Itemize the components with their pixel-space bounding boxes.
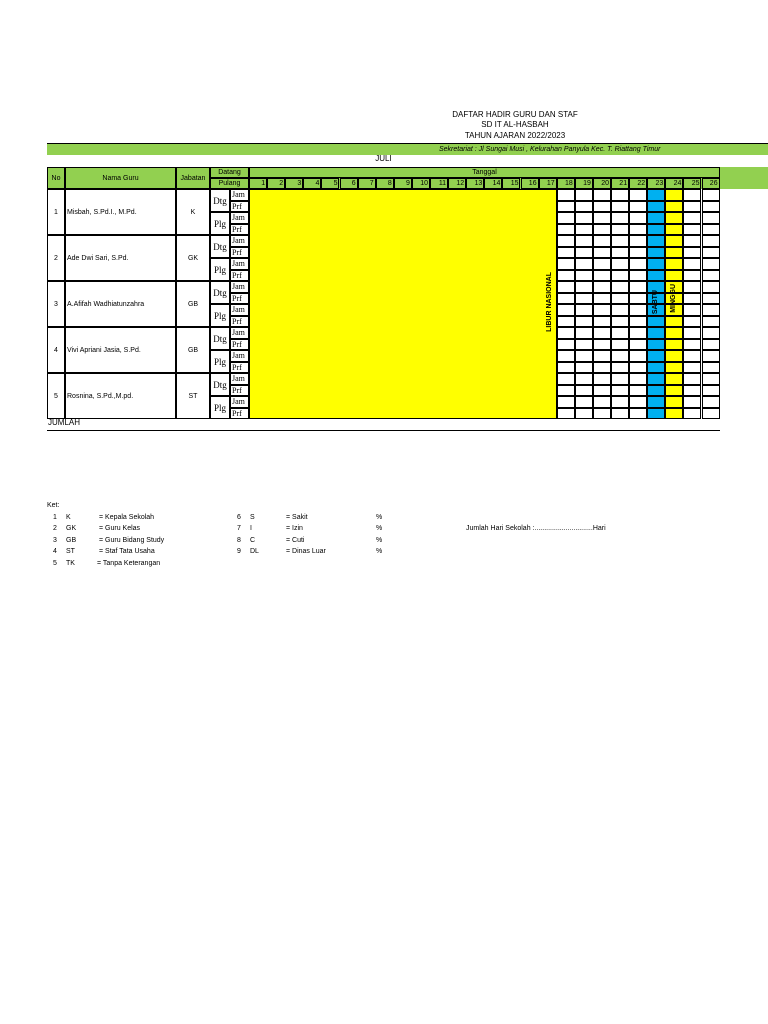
day-cell xyxy=(683,304,701,316)
day-cell xyxy=(575,362,593,374)
day-cell xyxy=(702,385,720,397)
title-line-2: SD IT AL-HASBAH xyxy=(481,120,549,129)
header-datang: Datang xyxy=(210,167,249,178)
prf-label: Prf xyxy=(230,362,249,374)
day-cell xyxy=(575,316,593,328)
day-cell xyxy=(629,235,647,247)
day-cell xyxy=(629,270,647,282)
day-cell xyxy=(683,339,701,351)
row-no: 3 xyxy=(47,281,65,327)
jam-label: Jam xyxy=(230,212,249,224)
day-cell xyxy=(629,408,647,420)
day-cell xyxy=(593,293,611,305)
prf-label: Prf xyxy=(230,316,249,328)
day-cell xyxy=(593,316,611,328)
header-day-21: 21 xyxy=(611,178,629,189)
day-cell xyxy=(557,350,575,362)
legend-description: = Guru Kelas xyxy=(99,525,141,533)
day-cell xyxy=(683,293,701,305)
total-line xyxy=(47,430,720,431)
legend-code: I xyxy=(250,525,252,533)
day-cell xyxy=(611,339,629,351)
row-no: 2 xyxy=(47,235,65,281)
day-cell xyxy=(575,281,593,293)
day-cell xyxy=(702,281,720,293)
day-cell xyxy=(593,327,611,339)
day-cell xyxy=(665,408,683,420)
header-day-15: 15 xyxy=(502,178,520,189)
day-cell xyxy=(575,396,593,408)
day-cell xyxy=(575,201,593,213)
title-line-1: DAFTAR HADIR GURU DAN STAF xyxy=(452,110,578,119)
day-cell xyxy=(593,224,611,236)
day-cell xyxy=(593,396,611,408)
legend-description: = Kepala Sekolah xyxy=(99,514,155,521)
day-cell xyxy=(665,385,683,397)
day-cell xyxy=(647,316,665,328)
day-cell xyxy=(611,281,629,293)
day-cell xyxy=(557,339,575,351)
day-cell xyxy=(683,258,701,270)
legend-code: GK xyxy=(66,525,77,533)
day-cell xyxy=(557,247,575,259)
total-label: JUMLAH xyxy=(48,418,81,427)
header-day-5: 5 xyxy=(321,178,339,189)
day-cell xyxy=(557,293,575,305)
header-day-19: 19 xyxy=(575,178,593,189)
day-cell xyxy=(702,201,720,213)
legend-percent: % xyxy=(376,525,383,533)
jam-label: Jam xyxy=(230,373,249,385)
day-cell xyxy=(647,339,665,351)
day-cell xyxy=(665,339,683,351)
plg-label: Plg xyxy=(210,304,230,327)
header-day-7: 7 xyxy=(358,178,376,189)
day-cell xyxy=(557,385,575,397)
day-cell xyxy=(702,224,720,236)
day-cell xyxy=(575,212,593,224)
day-cell xyxy=(702,212,720,224)
day-cell xyxy=(702,373,720,385)
day-cell xyxy=(647,212,665,224)
day-cell xyxy=(647,362,665,374)
header-day-6: 6 xyxy=(340,178,358,189)
teacher-position: GB xyxy=(176,281,210,327)
dtg-label: Dtg xyxy=(210,373,230,396)
day-cell xyxy=(665,316,683,328)
day-cell xyxy=(647,270,665,282)
day-cell xyxy=(683,235,701,247)
day-cell xyxy=(593,235,611,247)
day-cell xyxy=(683,224,701,236)
day-cell xyxy=(575,350,593,362)
jam-label: Jam xyxy=(230,396,249,408)
day-cell xyxy=(702,293,720,305)
day-cell xyxy=(611,247,629,259)
teacher-name: Ade Dwi Sari, S.Pd. xyxy=(65,235,176,281)
legend-number: 7 xyxy=(237,525,241,533)
day-cell xyxy=(611,201,629,213)
day-cell xyxy=(647,396,665,408)
teacher-name: Vivi Apriani Jasia, S.Pd. xyxy=(65,327,176,373)
day-cell xyxy=(683,385,701,397)
header-position: Jabatan xyxy=(176,167,210,189)
day-cell xyxy=(665,258,683,270)
day-cell xyxy=(575,258,593,270)
day-cell xyxy=(575,189,593,201)
legend-percent: % xyxy=(376,536,383,544)
teacher-name: Rosnina, S.Pd.,M.pd. xyxy=(65,373,176,419)
day-cell xyxy=(665,212,683,224)
day-cell xyxy=(647,224,665,236)
day-cell xyxy=(557,224,575,236)
title-line-3: TAHUN AJARAN 2022/2023 xyxy=(464,131,566,140)
prf-label: Prf xyxy=(230,408,249,420)
holiday-block xyxy=(249,189,557,419)
day-cell xyxy=(629,247,647,259)
dtg-label: Dtg xyxy=(210,281,230,304)
jam-label: Jam xyxy=(230,258,249,270)
legend-percent: % xyxy=(376,514,383,521)
day-cell xyxy=(611,189,629,201)
legend-number: 6 xyxy=(237,514,241,521)
legend-number: 2 xyxy=(53,525,57,533)
day-cell xyxy=(611,396,629,408)
day-cell xyxy=(557,258,575,270)
plg-label: Plg xyxy=(210,212,230,235)
day-cell xyxy=(629,258,647,270)
header-day-3: 3 xyxy=(285,178,303,189)
header-day-8: 8 xyxy=(376,178,394,189)
month-label: JULI xyxy=(375,154,392,163)
prf-label: Prf xyxy=(230,339,249,351)
day-cell xyxy=(702,362,720,374)
jam-label: Jam xyxy=(230,189,249,201)
day-cell xyxy=(629,304,647,316)
day-cell xyxy=(593,304,611,316)
day-cell xyxy=(665,235,683,247)
day-cell xyxy=(557,362,575,374)
saturday-label: SABTU xyxy=(652,290,660,315)
prf-label: Prf xyxy=(230,247,249,259)
day-cell xyxy=(611,362,629,374)
day-cell xyxy=(611,235,629,247)
legend-number: 9 xyxy=(237,548,241,556)
prf-label: Prf xyxy=(230,224,249,236)
legend-code: GB xyxy=(66,536,77,544)
day-cell xyxy=(647,258,665,270)
day-cell xyxy=(683,396,701,408)
header-day-20: 20 xyxy=(593,178,611,189)
day-cell xyxy=(665,396,683,408)
school-days-text: Jumlah Hari Sekolah :..............................Hari xyxy=(466,525,606,532)
row-no: 4 xyxy=(47,327,65,373)
day-cell xyxy=(575,385,593,397)
day-cell xyxy=(702,189,720,201)
prf-label: Prf xyxy=(230,201,249,213)
header-day-22: 22 xyxy=(629,178,647,189)
day-cell xyxy=(557,270,575,282)
day-cell xyxy=(702,316,720,328)
jam-label: Jam xyxy=(230,304,249,316)
day-cell xyxy=(629,339,647,351)
day-cell xyxy=(611,270,629,282)
legend-code: C xyxy=(250,536,256,544)
header-day-16: 16 xyxy=(521,178,539,189)
day-cell xyxy=(683,373,701,385)
day-cell xyxy=(557,235,575,247)
day-cell xyxy=(611,385,629,397)
day-cell xyxy=(665,247,683,259)
day-cell xyxy=(557,212,575,224)
header-day-12: 12 xyxy=(448,178,466,189)
day-cell xyxy=(575,327,593,339)
dtg-label: Dtg xyxy=(210,327,230,350)
day-cell xyxy=(593,350,611,362)
legend-code: TK xyxy=(66,559,75,567)
day-cell xyxy=(665,224,683,236)
day-cell xyxy=(557,327,575,339)
day-cell xyxy=(611,408,629,420)
day-cell xyxy=(557,201,575,213)
day-cell xyxy=(575,235,593,247)
header-day-14: 14 xyxy=(484,178,502,189)
day-cell xyxy=(665,189,683,201)
day-cell xyxy=(575,293,593,305)
day-cell xyxy=(702,408,720,420)
day-cell xyxy=(611,258,629,270)
legend-code: K xyxy=(66,514,71,521)
day-cell xyxy=(629,281,647,293)
header-day-18: 18 xyxy=(557,178,575,189)
day-cell xyxy=(629,316,647,328)
day-cell xyxy=(702,270,720,282)
day-cell xyxy=(575,408,593,420)
legend-number: 5 xyxy=(53,559,57,567)
prf-label: Prf xyxy=(230,270,249,282)
day-cell xyxy=(593,408,611,420)
day-cell xyxy=(647,408,665,420)
day-cell xyxy=(611,350,629,362)
day-cell xyxy=(647,327,665,339)
dtg-label: Dtg xyxy=(210,235,230,258)
legend-number: 8 xyxy=(237,536,241,544)
day-cell xyxy=(557,189,575,201)
day-cell xyxy=(683,270,701,282)
legend-number: 1 xyxy=(53,514,57,521)
day-cell xyxy=(593,258,611,270)
day-cell xyxy=(593,373,611,385)
header-day-10: 10 xyxy=(412,178,430,189)
day-cell xyxy=(557,408,575,420)
legend-number: 3 xyxy=(53,536,57,544)
day-cell xyxy=(665,373,683,385)
day-cell xyxy=(593,270,611,282)
day-cell xyxy=(665,350,683,362)
legend-description: = Staf Tata Usaha xyxy=(99,548,155,556)
teacher-position: ST xyxy=(176,373,210,419)
day-cell xyxy=(702,396,720,408)
legend-title: Ket: xyxy=(47,502,60,509)
day-cell xyxy=(611,212,629,224)
legend-code: S xyxy=(250,514,255,521)
day-cell xyxy=(593,201,611,213)
day-cell xyxy=(593,212,611,224)
day-cell xyxy=(593,247,611,259)
header-day-4: 4 xyxy=(303,178,321,189)
header-day-9: 9 xyxy=(394,178,412,189)
day-cell xyxy=(683,189,701,201)
legend-number: 4 xyxy=(53,548,57,556)
day-cell xyxy=(629,212,647,224)
header-day-1: 1 xyxy=(249,178,267,189)
day-cell xyxy=(575,247,593,259)
legend-description: = Cuti xyxy=(286,536,305,544)
day-cell xyxy=(629,293,647,305)
plg-label: Plg xyxy=(210,258,230,281)
day-cell xyxy=(629,396,647,408)
header-name: Nama Guru xyxy=(65,167,176,189)
day-cell xyxy=(593,362,611,374)
day-cell xyxy=(575,224,593,236)
header-day-11: 11 xyxy=(430,178,448,189)
day-cell xyxy=(611,316,629,328)
day-cell xyxy=(683,281,701,293)
day-cell xyxy=(557,316,575,328)
sunday-label: MINGGU xyxy=(670,284,678,313)
day-cell xyxy=(683,201,701,213)
day-cell xyxy=(629,201,647,213)
day-cell xyxy=(702,235,720,247)
teacher-name: A.Afifah Wadhiatunzahra xyxy=(65,281,176,327)
day-cell xyxy=(665,270,683,282)
teacher-position: K xyxy=(176,189,210,235)
day-cell xyxy=(593,189,611,201)
day-cell xyxy=(702,339,720,351)
day-cell xyxy=(593,281,611,293)
header-day-26: 26 xyxy=(702,178,720,189)
plg-label: Plg xyxy=(210,396,230,419)
day-cell xyxy=(702,247,720,259)
day-cell xyxy=(702,304,720,316)
teacher-position: GB xyxy=(176,327,210,373)
day-cell xyxy=(647,201,665,213)
teacher-name: Misbah, S.Pd.I., M.Pd. xyxy=(65,189,176,235)
day-cell xyxy=(557,373,575,385)
day-cell xyxy=(702,350,720,362)
day-cell xyxy=(702,258,720,270)
row-no: 5 xyxy=(47,373,65,419)
day-cell xyxy=(629,362,647,374)
day-cell xyxy=(665,327,683,339)
day-cell xyxy=(629,385,647,397)
legend-description: = Tanpa Keterangan xyxy=(97,559,161,567)
day-cell xyxy=(557,396,575,408)
holiday-label: LIBUR NASIONAL xyxy=(545,272,553,332)
header-day-24: 24 xyxy=(665,178,683,189)
legend-description: = Dinas Luar xyxy=(286,548,326,556)
day-cell xyxy=(629,373,647,385)
day-cell xyxy=(683,247,701,259)
header-day-23: 23 xyxy=(647,178,665,189)
teacher-position: GK xyxy=(176,235,210,281)
header-day-13: 13 xyxy=(466,178,484,189)
day-cell xyxy=(611,304,629,316)
jam-label: Jam xyxy=(230,281,249,293)
header-day-25: 25 xyxy=(683,178,701,189)
day-cell xyxy=(629,224,647,236)
day-cell xyxy=(575,373,593,385)
day-cell xyxy=(665,201,683,213)
header-day-17: 17 xyxy=(539,178,557,189)
day-cell xyxy=(557,281,575,293)
day-cell xyxy=(683,362,701,374)
day-cell xyxy=(683,327,701,339)
day-cell xyxy=(629,189,647,201)
jam-label: Jam xyxy=(230,350,249,362)
plg-label: Plg xyxy=(210,350,230,373)
day-cell xyxy=(647,373,665,385)
prf-label: Prf xyxy=(230,385,249,397)
day-cell xyxy=(683,316,701,328)
legend-code: DL xyxy=(250,548,259,556)
day-cell xyxy=(647,350,665,362)
header-pulang: Pulang xyxy=(210,178,249,189)
prf-label: Prf xyxy=(230,293,249,305)
legend-description: = Izin xyxy=(286,525,303,533)
day-cell xyxy=(683,350,701,362)
day-cell xyxy=(647,385,665,397)
day-cell xyxy=(575,339,593,351)
legend-percent: % xyxy=(376,548,383,556)
day-cell xyxy=(611,293,629,305)
day-cell xyxy=(665,362,683,374)
header-tanggal: Tanggal xyxy=(249,167,720,178)
legend-description: = Sakit xyxy=(286,514,308,521)
day-cell xyxy=(647,247,665,259)
legend-description: = Guru Bidang Study xyxy=(99,536,165,544)
day-cell xyxy=(702,327,720,339)
day-cell xyxy=(575,270,593,282)
header-no: No xyxy=(47,167,65,189)
secretariat-text: Sekretariat : Jl Sungai Musi , Kelurahan Panyula Kec. T. Riattang Timur xyxy=(439,146,661,153)
day-cell xyxy=(611,373,629,385)
day-cell xyxy=(593,385,611,397)
jam-label: Jam xyxy=(230,235,249,247)
day-cell xyxy=(683,408,701,420)
row-no: 1 xyxy=(47,189,65,235)
day-cell xyxy=(575,304,593,316)
day-cell xyxy=(611,327,629,339)
header-day-2: 2 xyxy=(267,178,285,189)
legend-code: ST xyxy=(66,548,75,556)
day-cell xyxy=(557,304,575,316)
day-cell xyxy=(647,235,665,247)
day-cell xyxy=(683,212,701,224)
dtg-label: Dtg xyxy=(210,189,230,212)
day-cell xyxy=(629,327,647,339)
day-cell xyxy=(647,189,665,201)
day-cell xyxy=(629,350,647,362)
day-cell xyxy=(611,224,629,236)
day-cell xyxy=(593,339,611,351)
jam-label: Jam xyxy=(230,327,249,339)
